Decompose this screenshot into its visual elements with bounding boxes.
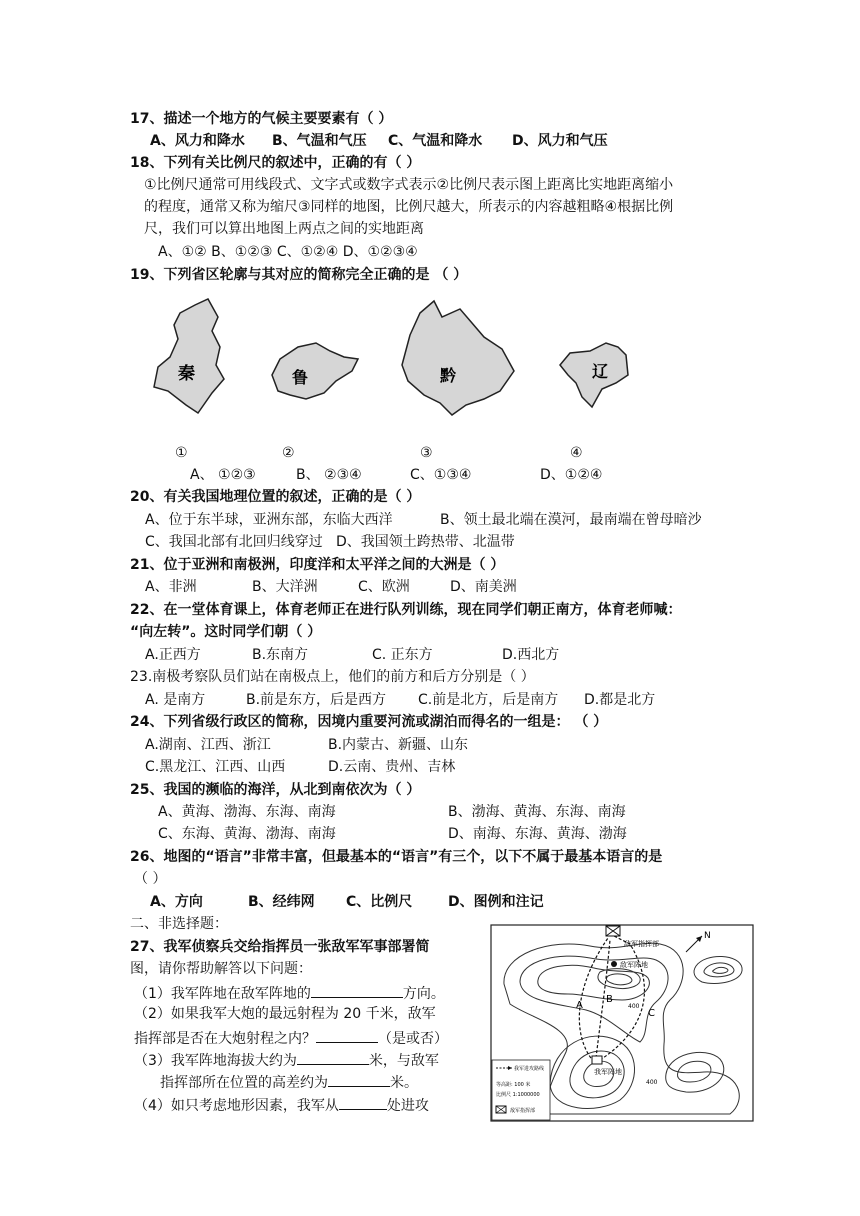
enemy-position-label: 敌军阵地: [620, 961, 648, 969]
q17-option-a[interactable]: A、风力和降水: [150, 133, 245, 149]
q25-stem: 25、我国的濒临的海洋，从北到南依次为（ ）: [130, 782, 421, 798]
q26-option-c[interactable]: C、比例尺: [346, 894, 413, 910]
north-label: N: [704, 931, 711, 941]
q25-option-b[interactable]: B、渤海、黄海、东海、南海: [448, 804, 626, 820]
q22-option-d[interactable]: D.西北方: [502, 647, 560, 663]
province-abbr-4: 辽: [592, 362, 609, 381]
province-map-shaanxi: [154, 299, 224, 413]
enemy-hq-label: 敌军指挥部: [624, 940, 659, 948]
q27-stem-2: 图，请你帮助解答以下问题：: [130, 961, 312, 977]
route-c-label: C: [648, 1008, 655, 1019]
map-number-1: ①: [175, 445, 188, 461]
our-position-label: 我军阵地: [594, 1068, 622, 1076]
answer-blank-2[interactable]: [316, 1028, 378, 1043]
answer-blank-5[interactable]: [339, 1095, 387, 1110]
q27-part4-text: （4）如只考虑地形因素，我军从: [134, 1098, 339, 1114]
province-map-shandong: [272, 343, 358, 399]
legend-scale-label: 比例尺 1:1000000: [496, 1092, 540, 1098]
map-number-3: ③: [420, 445, 433, 461]
q27-part4-suffix: 处进攻: [386, 1098, 429, 1114]
q19-option-c[interactable]: C、①③④: [410, 467, 472, 483]
q20-stem: 20、有关我国地理位置的叙述，正确的是（ ）: [130, 489, 421, 505]
map-legend: [492, 1060, 550, 1120]
q27-part3-text: （3）我军阵地海拔大约为: [134, 1053, 297, 1069]
q27-part2-text: 指挥部是否在大炮射程之内？: [134, 1031, 316, 1047]
province-abbr-2: 鲁: [292, 368, 309, 387]
q27-part3-mid: 米，与敌军: [368, 1053, 439, 1069]
province-abbr-3: 黔: [440, 366, 457, 385]
q27-part3-suffix: 米。: [390, 1075, 418, 1091]
q17-option-c[interactable]: C、气温和降水: [388, 133, 483, 149]
q18-body-3: 尺，我们可以算出地图上两点之间的实地距离: [144, 221, 424, 237]
q24-stem: 24、下列省级行政区的简称，因境内重要河流或湖泊而得名的一组是： （ ）: [130, 714, 608, 730]
q24-option-d[interactable]: D.云南、贵州、吉林: [328, 759, 456, 775]
route-a-label: A: [576, 1000, 583, 1011]
q17-stem: 17、描述一个地方的气候主要要素有（ ）: [130, 111, 393, 127]
q20-option-d[interactable]: D、我国领土跨热带、北温带: [336, 534, 515, 550]
province-abbr-1: 秦: [178, 364, 195, 384]
enemy-position-marker: [611, 961, 617, 967]
q27-part2-suffix: （是或否）: [378, 1031, 448, 1047]
answer-blank-1[interactable]: [311, 983, 403, 998]
legend-hq-label: 敌军指挥部: [510, 1108, 536, 1114]
q18-stem: 18、下列有关比例尺的叙述中，正确的有（ ）: [130, 155, 421, 171]
q27-part-3a: [134, 1050, 439, 1070]
map-number-2: ②: [282, 445, 295, 461]
q24-option-b[interactable]: B.内蒙古、新疆、山东: [328, 737, 469, 753]
q18-body-1: ①比例尺通常可用线段式、文字式或数字式表示②比例尺表示图上距离比实地距离缩小: [144, 177, 674, 193]
q22-stem: 22、在一堂体育课上，体育老师正在进行队列训练，现在同学们朝正南方，体育老师喊：: [130, 602, 682, 618]
contour-label-400-upper: 400: [628, 1003, 640, 1010]
answer-blank-4[interactable]: [328, 1072, 390, 1087]
q26-stem: 26、地图的“语言”非常丰富，但最基本的“语言”有三个，以下不属于最基本语言的是: [130, 849, 663, 865]
q21-option-a[interactable]: A、非洲: [145, 579, 197, 595]
q26-option-a[interactable]: A、方向: [150, 894, 203, 910]
q25-option-a[interactable]: A、黄海、渤海、东海、南海: [158, 804, 336, 820]
q21-option-d[interactable]: D、南美洲: [450, 579, 517, 595]
answer-blank-3[interactable]: [297, 1050, 369, 1065]
map-number-4: ④: [570, 445, 583, 461]
q26-option-d[interactable]: D、图例和注记: [448, 894, 544, 910]
q19-option-d[interactable]: D、①②④: [540, 467, 603, 483]
q24-option-c[interactable]: C.黑龙江、江西、山西: [145, 759, 286, 775]
section-heading: 二、非选择题：: [130, 916, 228, 932]
q19-option-b[interactable]: B、 ②③④: [296, 467, 362, 483]
q21-stem: 21、位于亚洲和南极洲，印度洋和太平洋之间的大洲是（ ）: [130, 557, 505, 573]
q27-part-4: [134, 1095, 429, 1115]
q22-stem-2: “向左转”。这时同学们朝（ ）: [130, 624, 322, 640]
q20-option-c[interactable]: C、我国北部有北回归线穿过: [145, 534, 323, 550]
q27-part-1: [134, 983, 445, 1003]
legend-interval-label: 等高距: 100 米: [496, 1082, 531, 1088]
q18-options[interactable]: A、①② B、①②③ C、①②④ D、①②③④: [158, 244, 418, 260]
military-contour-map: [490, 924, 756, 1124]
q22-option-c[interactable]: C. 正东方: [372, 647, 433, 663]
q25-option-c[interactable]: C、东海、黄海、渤海、南海: [158, 826, 336, 842]
q18-body-2: 的程度，通常又称为缩尺③同样的地图，比例尺越大，所表示的内容越粗略④根据比例: [144, 199, 674, 215]
q17-option-d[interactable]: D、风力和气压: [512, 133, 608, 149]
q27-part-2b: [134, 1028, 448, 1048]
province-map-liaoning: [560, 343, 628, 407]
q22-option-a[interactable]: A.正西方: [145, 647, 201, 663]
route-b-label: B: [606, 994, 613, 1005]
q19-option-a[interactable]: A、 ①②③: [190, 467, 256, 483]
q27-part-3b: [160, 1072, 418, 1092]
q23-option-a[interactable]: A. 是南方: [145, 692, 206, 708]
q27-part1-suffix: 方向。: [402, 986, 445, 1002]
q27-part3-text2: 指挥部所在位置的高差约为: [160, 1075, 328, 1091]
q26-stem-2: （ ）: [134, 871, 167, 887]
q23-option-b[interactable]: B.前是东方，后是西方: [246, 692, 387, 708]
q23-stem: 23.南极考察队员们站在南极点上，他们的前方和后方分别是（ ）: [130, 669, 535, 685]
our-position-marker: [592, 1056, 602, 1064]
q25-option-d[interactable]: D、南海、东海、黄海、渤海: [448, 826, 627, 842]
q27-part-2a: （2）如果我军大炮的最远射程为 20 千米，敌军: [134, 1006, 436, 1022]
q21-option-c[interactable]: C、欧洲: [358, 579, 410, 595]
contour-label-400-lower: 400: [646, 1079, 658, 1086]
q20-option-a[interactable]: A、位于东半球，亚洲东部，东临大西洋: [145, 512, 393, 528]
q20-option-b[interactable]: B、领土最北端在漠河，最南端在曾母暗沙: [440, 512, 702, 528]
q23-option-c[interactable]: C.前是北方，后是南方: [418, 692, 559, 708]
q27-stem-1: 27、我军侦察兵交给指挥员一张敌军军事部署简: [130, 939, 430, 955]
q17-option-b[interactable]: B、气温和气压: [272, 133, 367, 149]
q19-stem: 19、下列省区轮廓与其对应的简称完全正确的是 （ ）: [130, 267, 468, 283]
q23-option-d[interactable]: D.都是北方: [584, 692, 656, 708]
province-map-guizhou: [402, 301, 514, 415]
q27-part1-text: （1）我军阵地在敌军阵地的: [134, 986, 311, 1002]
q24-option-a[interactable]: A.湖南、江西、浙江: [145, 737, 271, 753]
q21-option-b[interactable]: B、大洋洲: [252, 579, 318, 595]
q22-option-b[interactable]: B.东南方: [252, 647, 309, 663]
legend-route-label: 我军进攻路线: [514, 1066, 545, 1072]
q26-option-b[interactable]: B、经纬网: [248, 894, 315, 910]
